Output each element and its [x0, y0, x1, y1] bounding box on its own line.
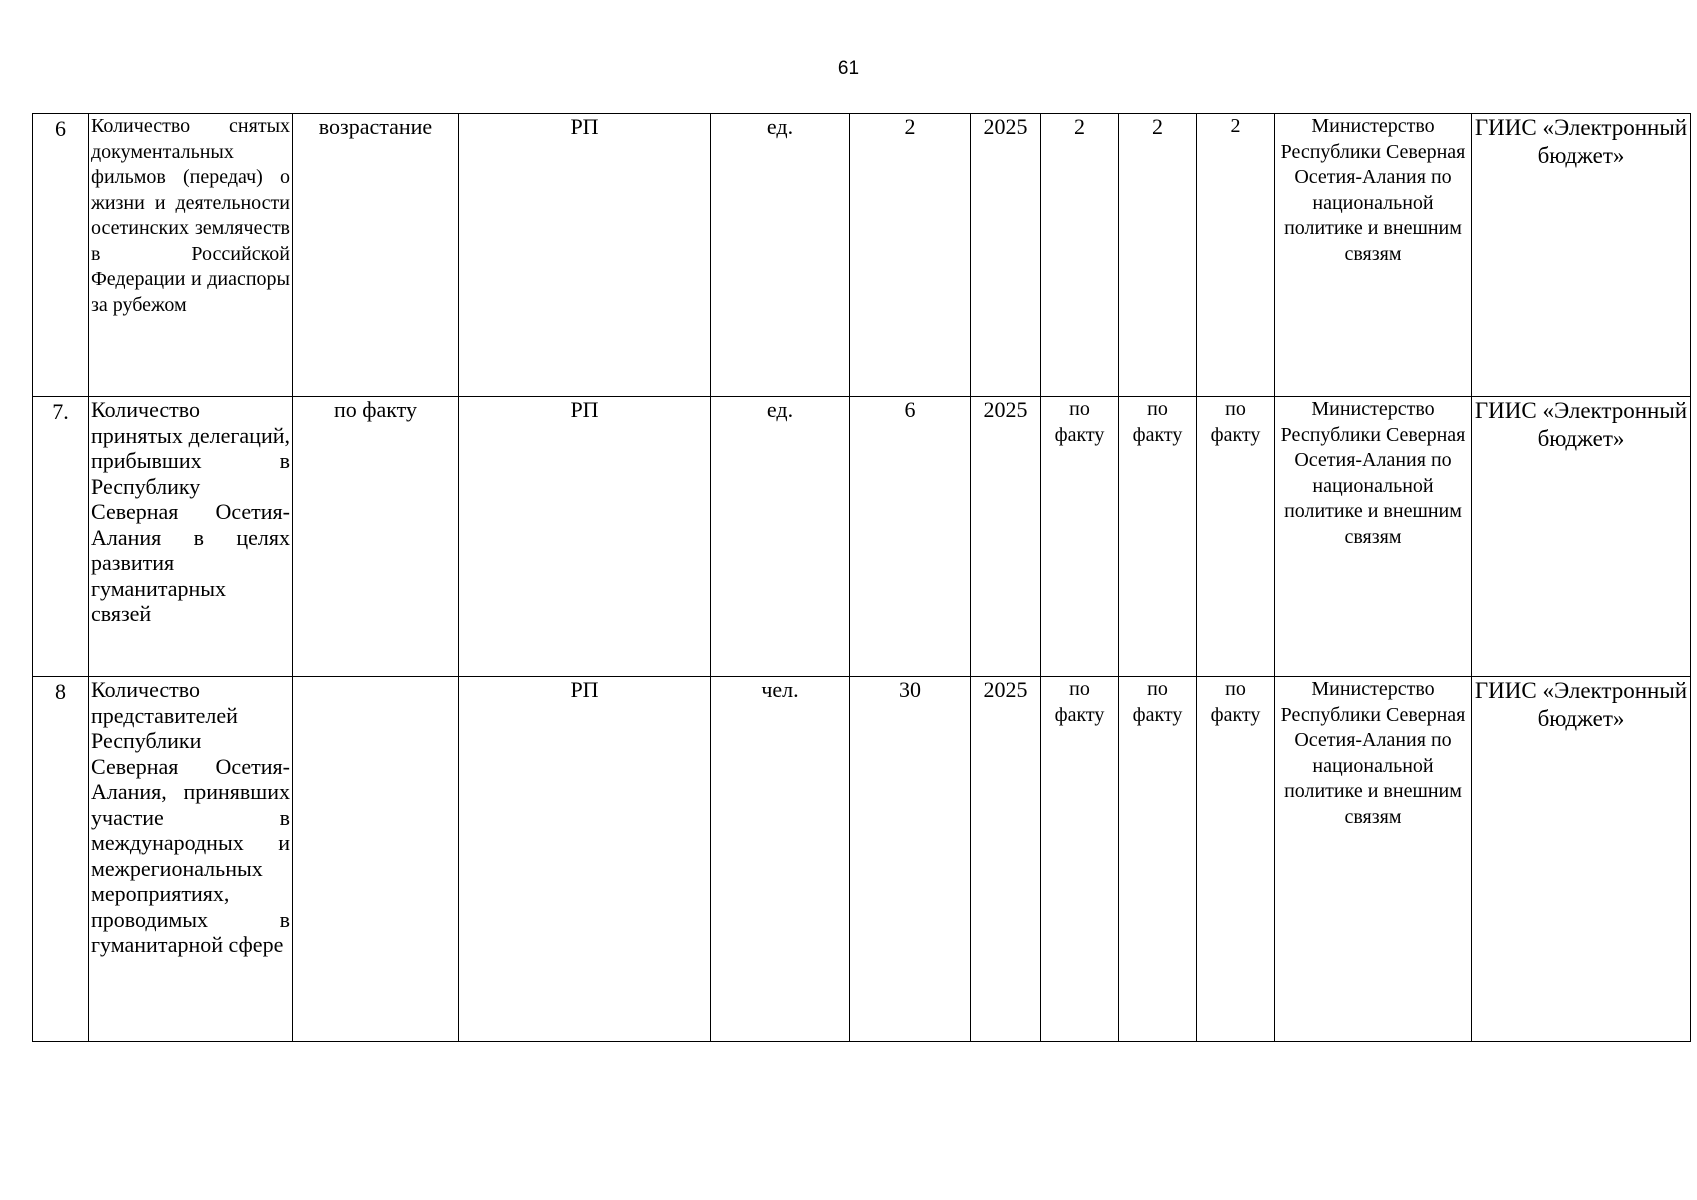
- value-year-2: по факту: [1119, 397, 1197, 677]
- row-number: 6: [33, 114, 89, 397]
- level: РП: [459, 114, 711, 397]
- base-value: 6: [850, 397, 971, 677]
- base-value: 2: [850, 114, 971, 397]
- info-system: ГИИС «Электронный бюджет»: [1472, 397, 1691, 677]
- info-system: ГИИС «Электронный бюджет»: [1472, 114, 1691, 397]
- indicators-table: [32, 113, 1691, 1042]
- indicator-name-text: Количество снятых документальных фильмов (передач) о жизни и деятельности осетинских землячеств в Российской Федерации и диаспоры за рубежом: [91, 115, 290, 316]
- responsible-body: Министерство Республики Северная Осетия-Алания по национальной политике и внешним связям: [1275, 114, 1472, 397]
- indicator-name-text: Количество представителей Республики Северная Осетия-Алания, принявших участие в международных и межрегиональных мероприятиях, проводимых в гуманитарной сфере: [91, 677, 290, 957]
- indicator-name: [89, 114, 293, 397]
- value-year-3: по факту: [1197, 677, 1275, 1042]
- row-number: 8: [33, 677, 89, 1042]
- page-number: 61: [837, 58, 860, 79]
- unit: чел.: [711, 677, 850, 1042]
- unit: ед.: [711, 114, 850, 397]
- responsible-body: Министерство Республики Северная Осетия-Алания по национальной политике и внешним связям: [1275, 397, 1472, 677]
- base-value: 30: [850, 677, 971, 1042]
- indicator-name: [89, 397, 293, 677]
- indicator-name: [89, 677, 293, 1042]
- value-year-3: 2: [1197, 114, 1275, 397]
- base-year: 2025: [971, 114, 1041, 397]
- value-year-1: по факту: [1041, 677, 1119, 1042]
- responsible-body: Министерство Республики Северная Осетия-Алания по национальной политике и внешним связям: [1275, 677, 1472, 1042]
- table-row: [33, 677, 1691, 1042]
- row-number: 7.: [33, 397, 89, 677]
- value-year-3: по факту: [1197, 397, 1275, 677]
- trend: возрастание: [293, 114, 459, 397]
- value-year-1: по факту: [1041, 397, 1119, 677]
- value-year-2: по факту: [1119, 677, 1197, 1042]
- unit: ед.: [711, 397, 850, 677]
- trend: [293, 677, 459, 1042]
- info-system: ГИИС «Электронный бюджет»: [1472, 677, 1691, 1042]
- indicator-name-text: Количество принятых делегаций, прибывших в Республику Северная Осетия-Алания в целях развития гуманитарных связей: [91, 397, 290, 626]
- base-year: 2025: [971, 397, 1041, 677]
- table-row: [33, 114, 1691, 397]
- value-year-2: 2: [1119, 114, 1197, 397]
- trend: по факту: [293, 397, 459, 677]
- table-row: [33, 397, 1691, 677]
- value-year-1: 2: [1041, 114, 1119, 397]
- base-year: 2025: [971, 677, 1041, 1042]
- level: РП: [459, 677, 711, 1042]
- level: РП: [459, 397, 711, 677]
